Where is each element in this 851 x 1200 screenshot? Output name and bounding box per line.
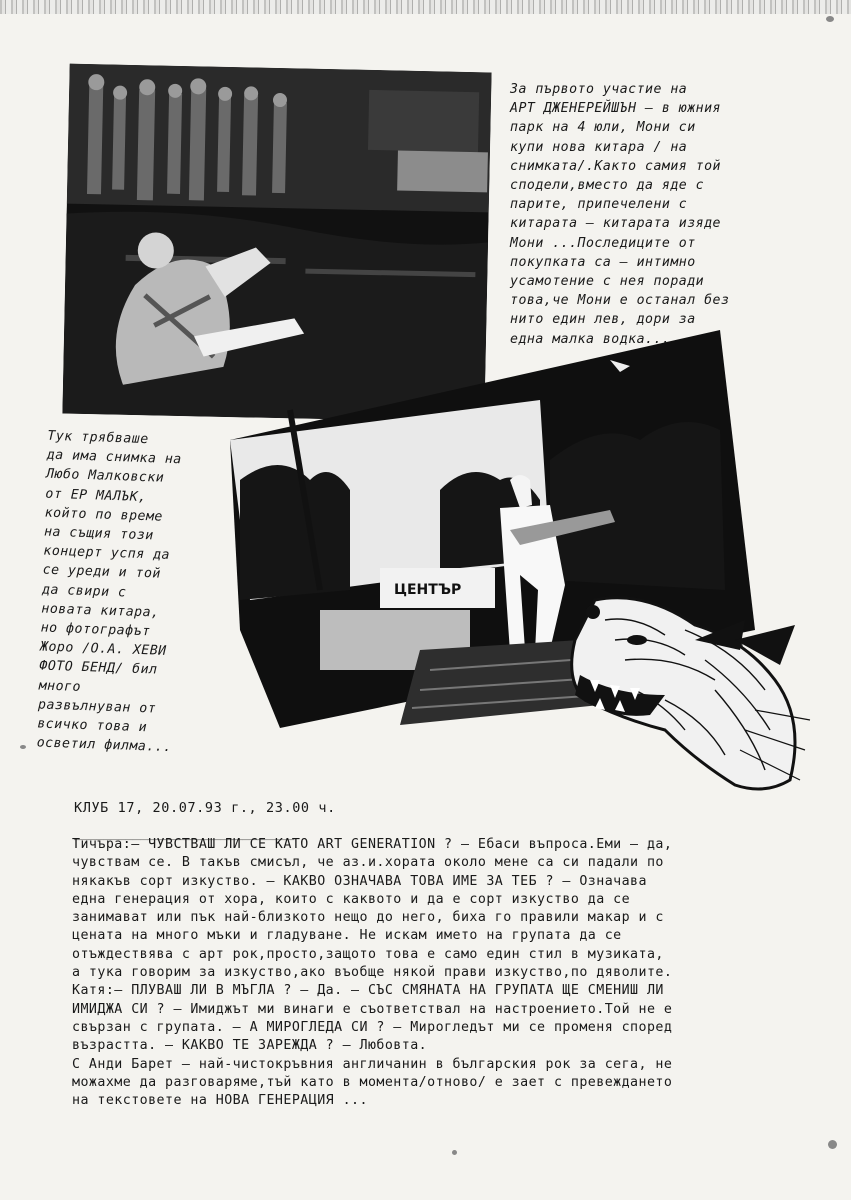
wolf-head-illustration [565, 580, 815, 800]
interview-header: КЛУБ 17, 20.07.93 г., 23.00 ч. [74, 800, 336, 816]
scan-speck [20, 745, 26, 749]
stage-banner-text: ЦЕНТЪР [394, 582, 462, 598]
interview-text: Тичъра:– ЧУВСТВАШ ЛИ СЕ КАТО ART GENERATION ? – Ебаси въпроса.Еми – да, чувствам се. В такъв смисъл, че аз.и.хората около мене са си падали по някакъв сорт изкуство. – КАКВО ОЗНАЧАВА ТОВА ИМЕ ЗА ТЕБ ? – Означава една генерация от хора, които с каквото и да е сорт изкуство да се занимават или пък най-близкото нещо до него, биха го правили макар и с цената на много мъки и гладуване. Не искам името на групата да се отъждествява с арт рок,просто,защото това е само един стил в музиката, а тука говорим за изкуство,ако въобще някой прави изкуство,по дяволите. Катя:– ПЛУВАШ ЛИ В МЪГЛА ? – Да. – СЪС СМЯНАТА НА ГРУПАТА ЩЕ СМЕНИШ ЛИ ИМИДЖА СИ ? – Имиджът ми винаги е съответствал на настроението.Той не е свързан с групата. – А МИРОГЛЕДА СИ ? – Мирогледът ми се променя според възрастта. – КАКВО ТЕ ЗАРЕЖДА ? – Любовта. С Анди Барет – най-чистокръвния англичанин в българския рок за сега, не можахме да разговаряме,тъй като в момента/отново/ е зает с превеждането на текстовете на НОВА ГЕНЕРАЦИЯ ... [72, 837, 673, 1109]
scan-speck [452, 1150, 457, 1155]
caption-photo-bottom: Тук трябваше да има снимка на Любо Малковски от ЕР МАЛЪК, който по време на същия този концерт успя да се уреди и той да свири с новата китара, но фотографът Жоро /О.А. ХЕВИ ФОТО БЕНД/ бил много развълнуван от всичко това и осветил филма... [36, 428, 182, 756]
caption-photo-top: За първото участие на АРТ ДЖЕНЕРЕЙШЪН – в южния парк на 4 юли, Мони си купи нова китара / на снимката/.Както самия той сподели,вместо да яде с парите, припечелени с китарата – китарата изяде Мони ...Последиците от покупката са – интимно усамотение с нея поради това,че Мони е останал без нито един лев, дори за една малка водка... [510, 82, 730, 347]
scan-speck [826, 16, 834, 22]
scan-noise-strip [0, 0, 851, 14]
header-underline: ______________________________ [74, 826, 294, 841]
scan-speck [828, 1140, 837, 1149]
